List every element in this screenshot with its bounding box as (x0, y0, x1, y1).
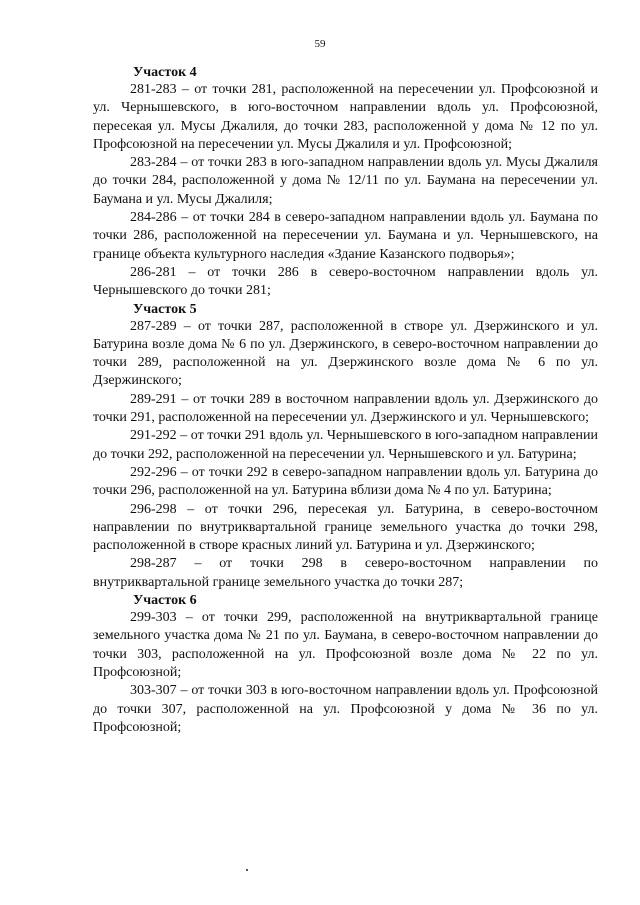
section-uchastok-5 (93, 301, 598, 592)
scan-speck (246, 869, 248, 871)
section-title: Участок 6 (133, 593, 197, 609)
paragraph: 299-303 – от точки 299, расположенной на внутриквартальной границе земельного участка дома № 21 по ул. Баумана, в северо-восточном направлении до точки 303, расположенной на ул. Профсоюзной возле дома № 22 по ул. Профсоюзной; (93, 610, 598, 680)
page-number: 59 (314, 38, 326, 50)
section-uchastok-4 (93, 64, 598, 301)
paragraph: 296-298 – от точки 296, пересекая ул. Батурина, в северо-восточном направлении по внутриквартальной границе земельного участка до точки 298, расположенной в створе красных линий ул. Батурина и ул. Дзержинского; (93, 501, 598, 554)
paragraph: 286-281 – от точки 286 в северо-восточном направлении вдоль ул. Чернышевского до точки 281; (93, 264, 598, 299)
paragraph: 292-296 – от точки 292 в северо-западном направлении вдоль ул. Батурина до точки 296, расположенной на ул. Батурина вблизи дома № 4 по ул. Батурина; (93, 464, 598, 499)
section-uchastok-6 (93, 592, 598, 737)
paragraph: 303-307 – от точки 303 в юго-восточном направлении вдоль ул. Профсоюзной до точки 307, расположенной на ул. Профсоюзной у дома № 36 по ул. Профсоюзной; (93, 683, 598, 735)
paragraph: 281-283 – от точки 281, расположенной на пересечении ул. Профсоюзной и ул. Чернышевского, в юго-восточном направлении вдоль ул. Профсоюзной, пересекая ул. Мусы Джалиля, до точки 283, расположенной у дома № 12 по ул. Профсоюзной на пересечении ул. Мусы Джалиля и ул. Профсоюзной; (93, 82, 598, 152)
section-title: Участок 5 (133, 301, 197, 317)
paragraph: 291-292 – от точки 291 вдоль ул. Чернышевского в юго-западном направлении до точки 292, расположенной на пересечении ул. Чернышевского и ул. Батурина; (93, 428, 598, 462)
paragraph: 289-291 – от точки 289 в восточном направлении вдоль ул. Дзержинского до точки 291, расположенной на пересечении ул. Дзержинского и ул. Чернышевского; (93, 391, 598, 426)
document-body (93, 64, 598, 737)
paragraph: 298-287 – от точки 298 в северо-восточном направлении по внутриквартальной границе земельного участка до точки 287; (93, 556, 598, 590)
paragraph: 287-289 – от точки 287, расположенной в створе ул. Дзержинского и ул. Батурина возле дома № 6 по ул. Дзержинского, в северо-восточном направлении до точки 289, расположенной на ул. Дзержинского возле дома № 6 по ул. Дзержинского; (93, 318, 598, 389)
paragraph: 283-284 – от точки 283 в юго-западном направлении вдоль ул. Мусы Джалиля до точки 284, расположенной у дома № 12/11 по ул. Баумана на пересечении ул. Баумана и ул. Мусы Джалиля; (93, 155, 598, 207)
paragraph: 284-286 – от точки 284 в северо-западном направлении вдоль ул. Баумана по точки 286, расположенной на пересечении ул. Баумана и ул. Чернышевского, на границе объекта культурного наследия «Здание Казанского подворья»; (93, 210, 598, 262)
section-title: Участок 4 (133, 65, 197, 80)
